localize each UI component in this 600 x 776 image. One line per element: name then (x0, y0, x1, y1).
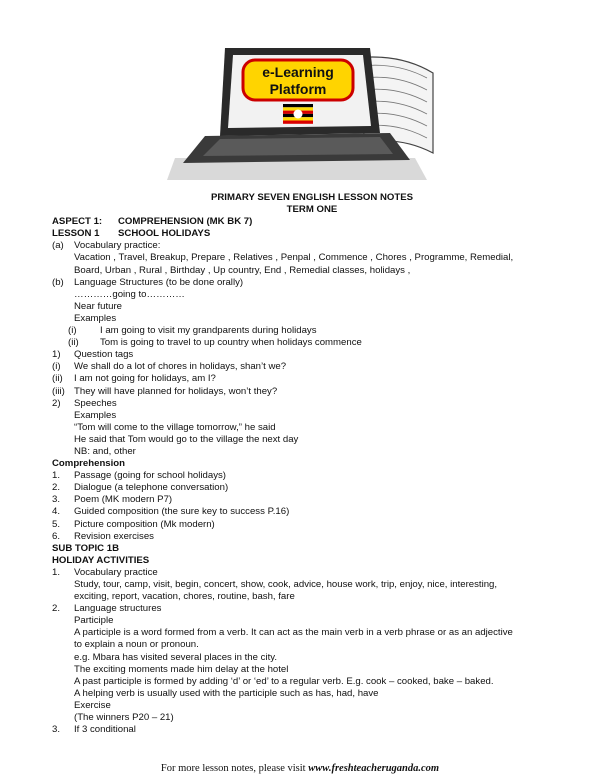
vocab-words-1: Vacation , Travel, Breakup, Prepare , Relatives , Penpal , Commence , Chores , Programme, Remedial, (74, 252, 514, 264)
footer-link[interactable]: www.freshteacheruganda.com (308, 763, 440, 774)
item-text: I am not going for holidays, am I? (74, 373, 216, 385)
participle-def-2: to explain a noun or pronoun. (74, 639, 199, 651)
item-text: They will have planned for holidays, won’t they? (74, 385, 278, 397)
holiday-heading: HOLIDAY ACTIVITIES (52, 554, 150, 566)
e-learning-logo (165, 18, 440, 188)
aspect-heading (52, 216, 572, 228)
aspect-text: COMPREHENSION (MK BK 7) (118, 216, 253, 228)
holiday-vocab-1: Study, tour, camp, visit, begin, concert, show, cook, advice, house work, trip, enjoy, nice, interesting, (74, 579, 498, 590)
lesson-label: LESSON 1 (52, 228, 100, 240)
exercise-reference: (The winners P20 – 21) (74, 712, 174, 724)
item-text: Revision exercises (74, 530, 154, 542)
list-item (52, 519, 572, 531)
uganda-flag-icon (283, 104, 313, 124)
item-num: 6. (52, 530, 61, 542)
section-a-title: Vocabulary practice: (74, 240, 161, 252)
list-item (52, 337, 572, 349)
item-num: 1. (52, 566, 61, 578)
if-conditional-heading (52, 724, 572, 736)
item-text: I am going to visit my grandparents during holidays (100, 325, 317, 337)
list-item (52, 494, 572, 506)
item-text: Poem (MK modern P7) (74, 494, 173, 506)
list-item (52, 506, 572, 518)
question-tags-heading (52, 349, 572, 361)
lesson-heading (52, 228, 572, 240)
item-num: 2. (52, 603, 61, 615)
lesson-text: SCHOOL HOLIDAYS (118, 228, 211, 240)
footer-text: For more lesson notes, please visit (160, 763, 309, 774)
holiday-vocab-2: exciting, report, vacation, chores, routine, bash, fare (74, 591, 295, 603)
list-item (52, 470, 572, 482)
section-a (52, 240, 572, 252)
section-b-num: (b) (52, 276, 64, 288)
participle-label: Participle (74, 615, 114, 627)
logo-line2: Platform (269, 81, 327, 97)
list-item (52, 325, 572, 337)
item-text: Tom is going to travel to up country when holidays commence (100, 337, 362, 349)
lesson-notes (52, 192, 572, 736)
list-item (52, 482, 572, 494)
section-b-title: Language Structures (to be done orally) (74, 276, 244, 288)
comprehension-heading: Comprehension (52, 458, 126, 470)
item-text: Guided composition (the sure key to success P.16) (74, 506, 290, 518)
item-num: (ii) (68, 337, 79, 349)
speeches-heading (52, 398, 572, 410)
item-num: 5. (52, 518, 61, 530)
item-num: 4. (52, 506, 61, 518)
item-text: Passage (going for school holidays) (74, 470, 226, 482)
subtopic-heading: SUB TOPIC 1B (52, 542, 119, 554)
speech-line: Examples (74, 409, 117, 421)
footer (0, 763, 600, 774)
list-item (52, 373, 572, 385)
item-num: (i) (68, 325, 77, 337)
holiday-vocab-heading (52, 567, 572, 579)
vocab-words-2: Board, Urban , Rural , Birthday , Up country, End , Remedial classes, holidays , (74, 264, 411, 276)
item-num: 3. (52, 724, 61, 736)
section-a-num: (a) (52, 240, 64, 252)
participle-example: e.g. Mbara has visited several places in the city. (74, 651, 277, 663)
speech-line: He said that Tom would go to the village the next day (74, 433, 299, 445)
item-num: 1. (52, 470, 61, 482)
item-num: 3. (52, 494, 61, 506)
item-text: Speeches (74, 397, 117, 409)
term-heading: TERM ONE (286, 204, 338, 216)
logo-line1: e-Learning (262, 64, 334, 80)
pattern-line: …………going to………… (74, 288, 185, 300)
item-text: Picture composition (Mk modern) (74, 518, 215, 530)
item-num: 1) (52, 349, 61, 361)
item-text: We shall do a lot of chores in holidays, shan’t we? (74, 361, 287, 373)
exercise-label: Exercise (74, 699, 111, 711)
examples-label: Examples (74, 312, 117, 324)
speech-line: NB: and, other (74, 445, 136, 457)
item-text: Question tags (74, 349, 134, 361)
participle-def-1: A participle is a word formed from a verb. It can act as the main verb in a verb phrase or as an adjective (74, 627, 513, 639)
aspect-label: ASPECT 1: (52, 216, 103, 228)
item-num: 2. (52, 482, 61, 494)
item-num: 2) (52, 397, 61, 409)
past-participle: A past participle is formed by adding ‘d’ or ‘ed’ to a regular verb. E.g. cook – cooked, bake – baked. (74, 675, 494, 687)
item-text: If 3 conditional (74, 724, 136, 736)
near-future: Near future (74, 300, 122, 312)
speech-line: “Tom will come to the village tomorrow,” he said (74, 421, 276, 433)
list-item (52, 386, 572, 398)
participle-moments: The exciting moments made him delay at the hotel (74, 663, 289, 675)
item-num: (ii) (52, 373, 63, 385)
item-text: Language structures (74, 603, 162, 615)
list-item (52, 361, 572, 373)
page-title: PRIMARY SEVEN ENGLISH LESSON NOTES (210, 192, 414, 203)
item-text: Dialogue (a telephone conversation) (74, 482, 229, 494)
item-text: Vocabulary practice (74, 566, 158, 578)
section-b (52, 277, 572, 289)
list-item (52, 531, 572, 543)
item-num: (i) (52, 361, 61, 373)
language-structures-heading (52, 603, 572, 615)
helping-verb: A helping verb is usually used with the participle such as has, had, have (74, 687, 379, 699)
item-num: (iii) (52, 385, 65, 397)
